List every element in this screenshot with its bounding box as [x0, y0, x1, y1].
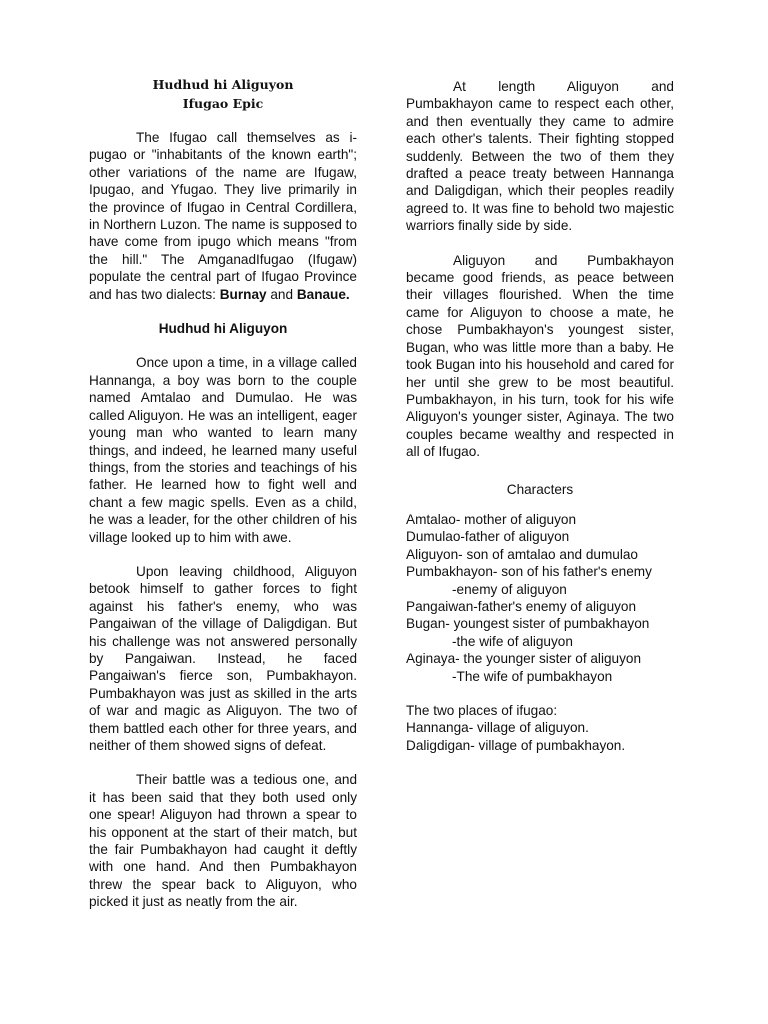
story-paragraph-4: At length Aliguyon and Pumbakhayon came to respect each other, and then eventually they came to admire each other's talents. Their fighting stopped suddenly. Between the two of them they drafted a peace treaty between Hannanga and Daligdigan, which their peoples readily agreed to. It was fine to behold two majestic warriors finally side by side.: [406, 79, 674, 234]
story-paragraph-1: Once upon a time, in a village called Hannanga, a boy was born to the couple named Amtalao and Dumulao. He was called Aliguyon. He was an intelligent, eager young man who wanted to learn many things, and indeed, he learned many useful things, from the stories and teachings of his father. He learned how to fight well and chant a few magic spells. Even as a child, he was a leader, for the other children of his village looked up to him with awe.: [89, 355, 357, 545]
document-subtitle: Ifugao Epic: [182, 96, 264, 111]
section-heading: Hudhud hi Aliguyon: [158, 321, 288, 337]
character-item: -The wife of pumbakhayon: [452, 668, 613, 684]
character-item: -enemy of aliguyon: [452, 581, 567, 597]
left-column: [89, 75, 357, 928]
character-item: Pumbakhayon- son of his father's enemy: [406, 564, 652, 580]
places-heading: The two places of ifugao:: [406, 703, 558, 718]
story-paragraph-3: Their battle was a tedious one, and it has been said that they both used only one spear! Aliguyon had thrown a spear to his opponent at the start of their match, but the fair Pumbakhayon had caught it deftly with one hand. And then Pumbakhayon threw the spear back to Aliguyon, who picked it just as neatly from the air.: [89, 772, 357, 910]
dialect-banaue: Banaue.: [296, 286, 350, 302]
characters-heading: Characters: [506, 481, 574, 497]
and-text: and: [266, 286, 297, 302]
characters-list: [406, 511, 674, 685]
character-item: Aliguyon- son of amtalao and dumulao: [406, 546, 638, 562]
character-item: Aginaya- the younger sister of aliguyon: [406, 651, 642, 667]
place-item: Daligdigan- village of pumbakhayon.: [406, 737, 626, 753]
intro-paragraph: [89, 129, 357, 303]
story-paragraph-5: Aliguyon and Pumbakhayon became good friends, as peace between their villages flourished. When the time came for Aliguyon to choose a mate, he chose Pumbakhayon's youngest sister, Bugan, who was little more than a baby. He took Bugan into his household and cared for her until she grew to be most beautiful. Pumbakhayon, in his turn, took for his wife Aliguyon's younger sister, Aginaya. The two couples became wealthy and respected in all of Ifugao.: [406, 252, 674, 460]
character-item: -the wife of aliguyon: [452, 633, 573, 649]
document-title: Hudhud hi Aliguyon: [152, 77, 294, 92]
right-column: [406, 78, 674, 754]
character-item: Pangaiwan-father's enemy of aliguyon: [406, 598, 637, 614]
dialect-burnay: Burnay: [219, 286, 267, 302]
character-item: Amtalao- mother of aliguyon: [406, 511, 577, 527]
character-item: Dumulao-father of aliguyon: [406, 529, 570, 545]
intro-text: The Ifugao call themselves as i-pugao or "inhabitants of the known earth"; other variations of the name are Ifugaw, Ipugao, and Yfugao. They live primarily in the province of Ifugao in Central Cordillera, in Northern Luzon. The name is supposed to have come from ipugo which means "from the hill." The AmganadIfugao (Ifugaw) populate the central part of Ifugao Province and has two dialects:: [89, 130, 358, 302]
story-paragraph-2: Upon leaving childhood, Aliguyon betook himself to gather forces to fight against his father's enemy, who was Pangaiwan of the village of Daligdigan. But his challenge was not answered personally by Pangaiwan. Instead, he faced Pangaiwan's fierce son, Pumbakhayon. Pumbakhayon was just as skilled in the arts of war and magic as Aliguyon. The two of them battled each other for three years, and neither of them showed signs of defeat.: [89, 563, 357, 753]
character-item: Bugan- youngest sister of pumbakhayon: [406, 616, 650, 632]
place-item: Hannanga- village of aliguyon.: [406, 720, 589, 736]
